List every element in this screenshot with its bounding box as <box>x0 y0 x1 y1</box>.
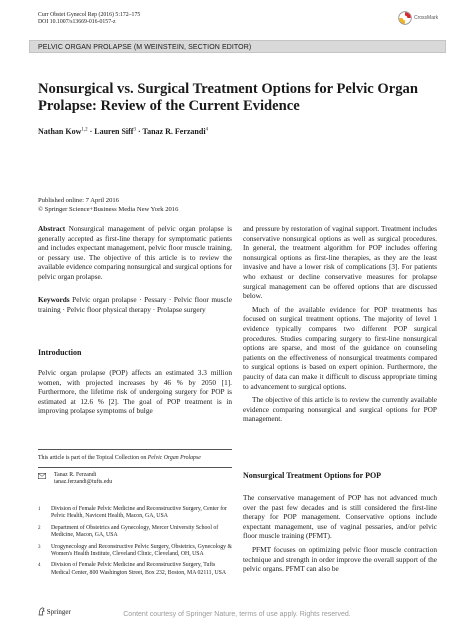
author-affiliation-ref: 4 <box>205 127 209 133</box>
right-column-text <box>243 224 437 428</box>
abstract-label: Abstract <box>38 224 66 233</box>
author-affiliation-ref: 3 <box>133 127 136 133</box>
crossmark-badge[interactable] <box>398 11 446 35</box>
publication-info <box>38 197 258 214</box>
author-list <box>38 127 418 136</box>
author-separator: · <box>135 127 143 136</box>
author-name[interactable]: Nathan Kow <box>38 127 82 136</box>
paragraph: The objective of this article is to review the currently available evidence comparing nonsurgical and surgical options for POP management. <box>243 395 437 424</box>
paragraph: Much of the available evidence for POP treatments has focused on surgical treatment options. The majority of level 1 evidence typically compares two different POP surgical procedures. Studies comparing surgery to first-line nonsurgical options are sparse, and most of the guidance on counseling patients on the effectiveness of nonsurgical treatments compared to surgical options is based on expert opinion. Furthermore, the paucity of data can make it difficult to discuss appropriate timing to advancement to surgical options. <box>243 304 437 391</box>
keywords <box>38 295 232 314</box>
section-text <box>243 493 437 578</box>
paragraph: and pressure by restoration of vaginal support. Treatment includes conservative nonsurgical options as well as surgical procedures. In general, the treatment algorithm for POP includes offering nonsurgical options as first-line therapies, as they are the least invasive and have a lower risk of complications [3]. For patients who exhaust or decline conservative measures for prolapse surgical management can be offered options that are discussed below. <box>243 224 437 301</box>
divider <box>38 467 232 468</box>
affiliation-item <box>38 544 232 559</box>
keywords-label: Keywords <box>38 295 70 304</box>
paragraph: The conservative management of POP has not advanced much over the past few decades and is still considered the first-line therapy for POP management. Conservative options include expectant management, use of vaginal pessaries, and/or pelvic floor muscle training (PFMT). <box>243 493 437 541</box>
affiliation-number: 1 <box>38 507 41 512</box>
divider <box>38 449 232 450</box>
topical-collection-note <box>38 455 232 462</box>
publisher-name: Springer <box>46 608 71 616</box>
introduction-heading: Introduction <box>38 348 82 357</box>
section-band: PELVIC ORGAN PROLAPSE (M WEINSTEIN, SECTION EDITOR) <box>29 40 446 53</box>
published-date: Published online: 7 April 2016 <box>38 197 119 204</box>
affiliation-text: Division of Female Pelvic Medicine and Reconstructive Surgery, Tufts Medical Center, 800 Washington Street, Box 232, Boston, MA 02111, USA <box>51 562 227 576</box>
affiliation-number: 3 <box>38 544 41 550</box>
affiliation-list <box>38 506 232 581</box>
journal-reference: Curr Obstet Gynecol Rep (2016) 5:172–175 <box>38 12 141 18</box>
affiliation-text: Urogynecology and Reconstructive Pelvic Surgery, Obstetrics, Gynecology & Women's Health Institute, Cleveland Clinic, Cleveland, OH, USA <box>51 543 232 558</box>
affiliation-item <box>38 562 232 577</box>
affiliation-text: Department of Obstetrics and Gynecology, Mercer University School of Medicine, Macon, GA, USA <box>51 524 219 539</box>
doi[interactable]: DOI 10.1007/s13669-016-0157-z <box>38 19 116 26</box>
author-name[interactable]: Tanaz R. Ferzandi <box>142 127 206 136</box>
topical-note-prefix: This article is part of the Topical Collection on <box>38 455 148 461</box>
abstract-text: Nonsurgical management of pelvic organ prolapse is generally accepted as first-line therapy for symptomatic patients and includes expectant management, pelvic floor muscle training, or pessary use. The objective of this article is to review the available evidence comparing nonsurgical and surgical options for pelvic organ prolapse. <box>38 224 232 281</box>
author-affiliation-ref: 1,2 <box>81 127 88 133</box>
abstract <box>38 224 232 282</box>
corresponding-author: Tanaz R. Ferzandi <box>54 472 97 478</box>
affiliation-item <box>38 506 232 521</box>
crossmark-label: CrossMark <box>414 15 439 21</box>
affiliation-number: 4 <box>38 563 41 569</box>
copyright: © Springer Science+Business Media New York 2016 <box>38 205 179 213</box>
author-name[interactable]: Lauren Siff <box>94 127 134 136</box>
introduction-text: Pelvic organ prolapse (POP) affects an estimated 3.3 million women, with projected increases by 46 % by 2050 [1]. Furthermore, the lifetime risk of undergoing surgery for POP is estimated at 12.6 % [2]. The goal of POP treatment is in improving prolapse symptoms of bulge <box>38 368 232 416</box>
author-separator: · <box>87 127 95 136</box>
corresponding-email[interactable]: tanaz.ferzandi@tufts.edu <box>54 479 113 486</box>
paper-title: Nonsurgical vs. Surgical Treatment Options for Pelvic Organ Prolapse: Review of the Current Evidence <box>38 81 418 114</box>
affiliation-text: Division of Female Pelvic Medicine and Reconstructive Surgery, Center for Pelvic Health, Navicent Health, Macon, GA, USA <box>51 506 227 520</box>
crossmark-icon <box>398 11 412 25</box>
envelope-icon <box>38 473 46 479</box>
keywords-text: Pelvic organ prolapse · Pessary · Pelvic floor muscle training · Pelvic floor physical therapy · Prolapse surgery <box>38 295 233 314</box>
paragraph: PFMT focuses on optimizing pelvic floor muscle contraction technique and strength in order improve the overall support of the pelvic organs. PFMT can also be <box>243 544 437 574</box>
journal-citation <box>38 12 338 27</box>
affiliation-item <box>38 525 232 540</box>
affiliation-number: 2 <box>38 525 41 531</box>
courtesy-notice: Content courtesy of Springer Nature, terms of use apply. Rights reserved. <box>123 611 351 618</box>
section-heading: Nonsurgical Treatment Options for POP <box>243 471 382 480</box>
topical-collection-name[interactable]: Pelvic Organ Prolapse <box>147 455 201 461</box>
